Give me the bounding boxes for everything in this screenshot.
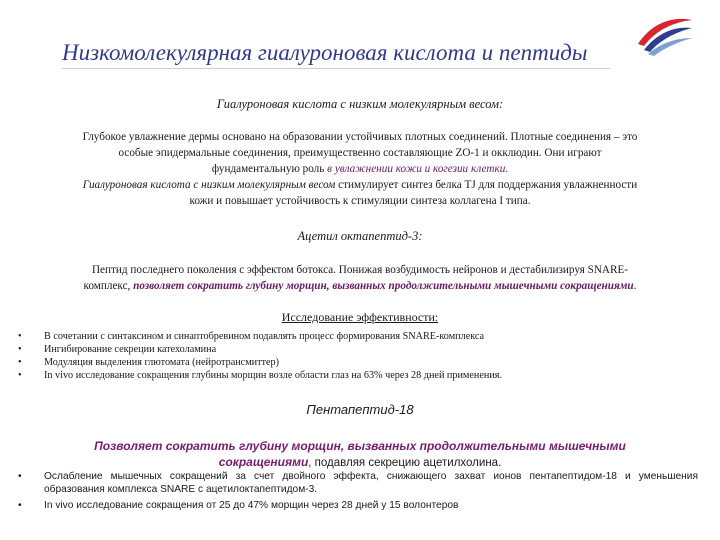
list-item (18, 330, 698, 343)
section3-lead-line1: Позволяет сократить глубину морщин, вызванных продолжительными мышечными (94, 439, 626, 453)
bullet-text: In vivo исследование сокращения глубины морщин возле области глаз на 63% через 28 дней применения. (44, 370, 503, 381)
bullet-text: В сочетании с синтаксином и синаптобревином подавлять процесс формирования SNARE-комплекса (44, 331, 485, 342)
section3-lead-line2-plain: , подавляя секрецию ацетилхолина. (308, 457, 502, 469)
section2-heading-text: Ацетил октапептид-3: (297, 229, 423, 243)
brand-swoosh-logo-icon (634, 14, 696, 58)
section1-heading-text: Гиалуроновая кислота с низким молекулярным весом: (216, 97, 504, 111)
bullet-text: Ослабление мышечных сокращений за счет двойного эффекта, снижающего захват ионов пентапептидом-18 и уменьшения образования комплекса SNARE с ацетилоктапептидом-3. (44, 471, 698, 495)
section2-line2 (28, 278, 692, 294)
title-divider (62, 68, 610, 69)
research-heading-text: Исследование эффективности: (281, 310, 439, 324)
section1-paragraph (28, 129, 692, 209)
section1-line5: кожи и повышает устойчивость к стимуляции синтеза коллагена I типа. (189, 195, 531, 207)
list-item (18, 369, 698, 382)
research-heading (0, 309, 720, 325)
section2-line2-end: . (633, 280, 637, 292)
section2-heading (0, 228, 720, 244)
section2-line2-accent: позволяет сократить глубину морщин, вызванных продолжительными мышечными сокращениями (133, 280, 634, 292)
research-bullet-list (18, 330, 698, 382)
section2-line2-plain: комплекс, (83, 280, 134, 292)
section3-lead-line2-accent: сокращениями (218, 455, 309, 469)
section1-line3-plain: фундаментальную роль (211, 163, 328, 175)
list-item (18, 470, 698, 496)
section1-line4-italic: Гиалуроновая кислота с низким молекулярным весом (82, 179, 336, 191)
bullet-icon: • (18, 471, 22, 482)
section3-lead (40, 438, 680, 471)
section3-lead-line2 (40, 454, 680, 471)
bullet-icon: • (18, 370, 22, 381)
list-item (18, 356, 698, 369)
section1-line3-accent: в увлажнении кожи и когезии клетки. (327, 163, 509, 175)
section1-heading (0, 96, 720, 112)
bullet-text: Ингибирование секреции катехоламина (44, 344, 217, 355)
section3-heading (0, 402, 720, 418)
bullet-icon: • (18, 344, 22, 355)
section1-line3 (28, 161, 692, 177)
section3-heading-text: Пентапептид-18 (306, 402, 414, 417)
page-title: Низкомолекулярная гиалуроновая кислота и пептиды (62, 40, 588, 65)
bullet-text: Модуляция выделения глютомата (нейротрансмиттер) (44, 357, 280, 368)
list-item (18, 499, 698, 512)
bullet-icon: • (18, 500, 22, 511)
bullet-text: In vivo исследование сокращения от 25 до 47% морщин через 28 дней у 15 волонтеров (44, 500, 459, 511)
pentapeptide-bullet-list (18, 470, 698, 512)
bullet-icon: • (18, 331, 22, 342)
list-item (18, 343, 698, 356)
section1-line1: Глубокое увлажнение дермы основано на образовании устойчивых плотных соединений. Плотные соединения – это (82, 131, 638, 143)
section1-line4 (28, 177, 692, 193)
bullet-icon: • (18, 357, 22, 368)
section2-line1: Пептид последнего поколения с эффектом ботокса. Понижая возбудимость нейронов и дестабилизируя SNARE- (91, 264, 629, 276)
section1-line4-plain: стимулирует синтез белка TJ для поддержания увлажненности (335, 179, 638, 191)
section1-line2: особые эпидермальные соединения, преимущественно составляющие ZO-1 и окклюдин. Они играют (118, 147, 602, 159)
section2-paragraph (28, 262, 692, 294)
